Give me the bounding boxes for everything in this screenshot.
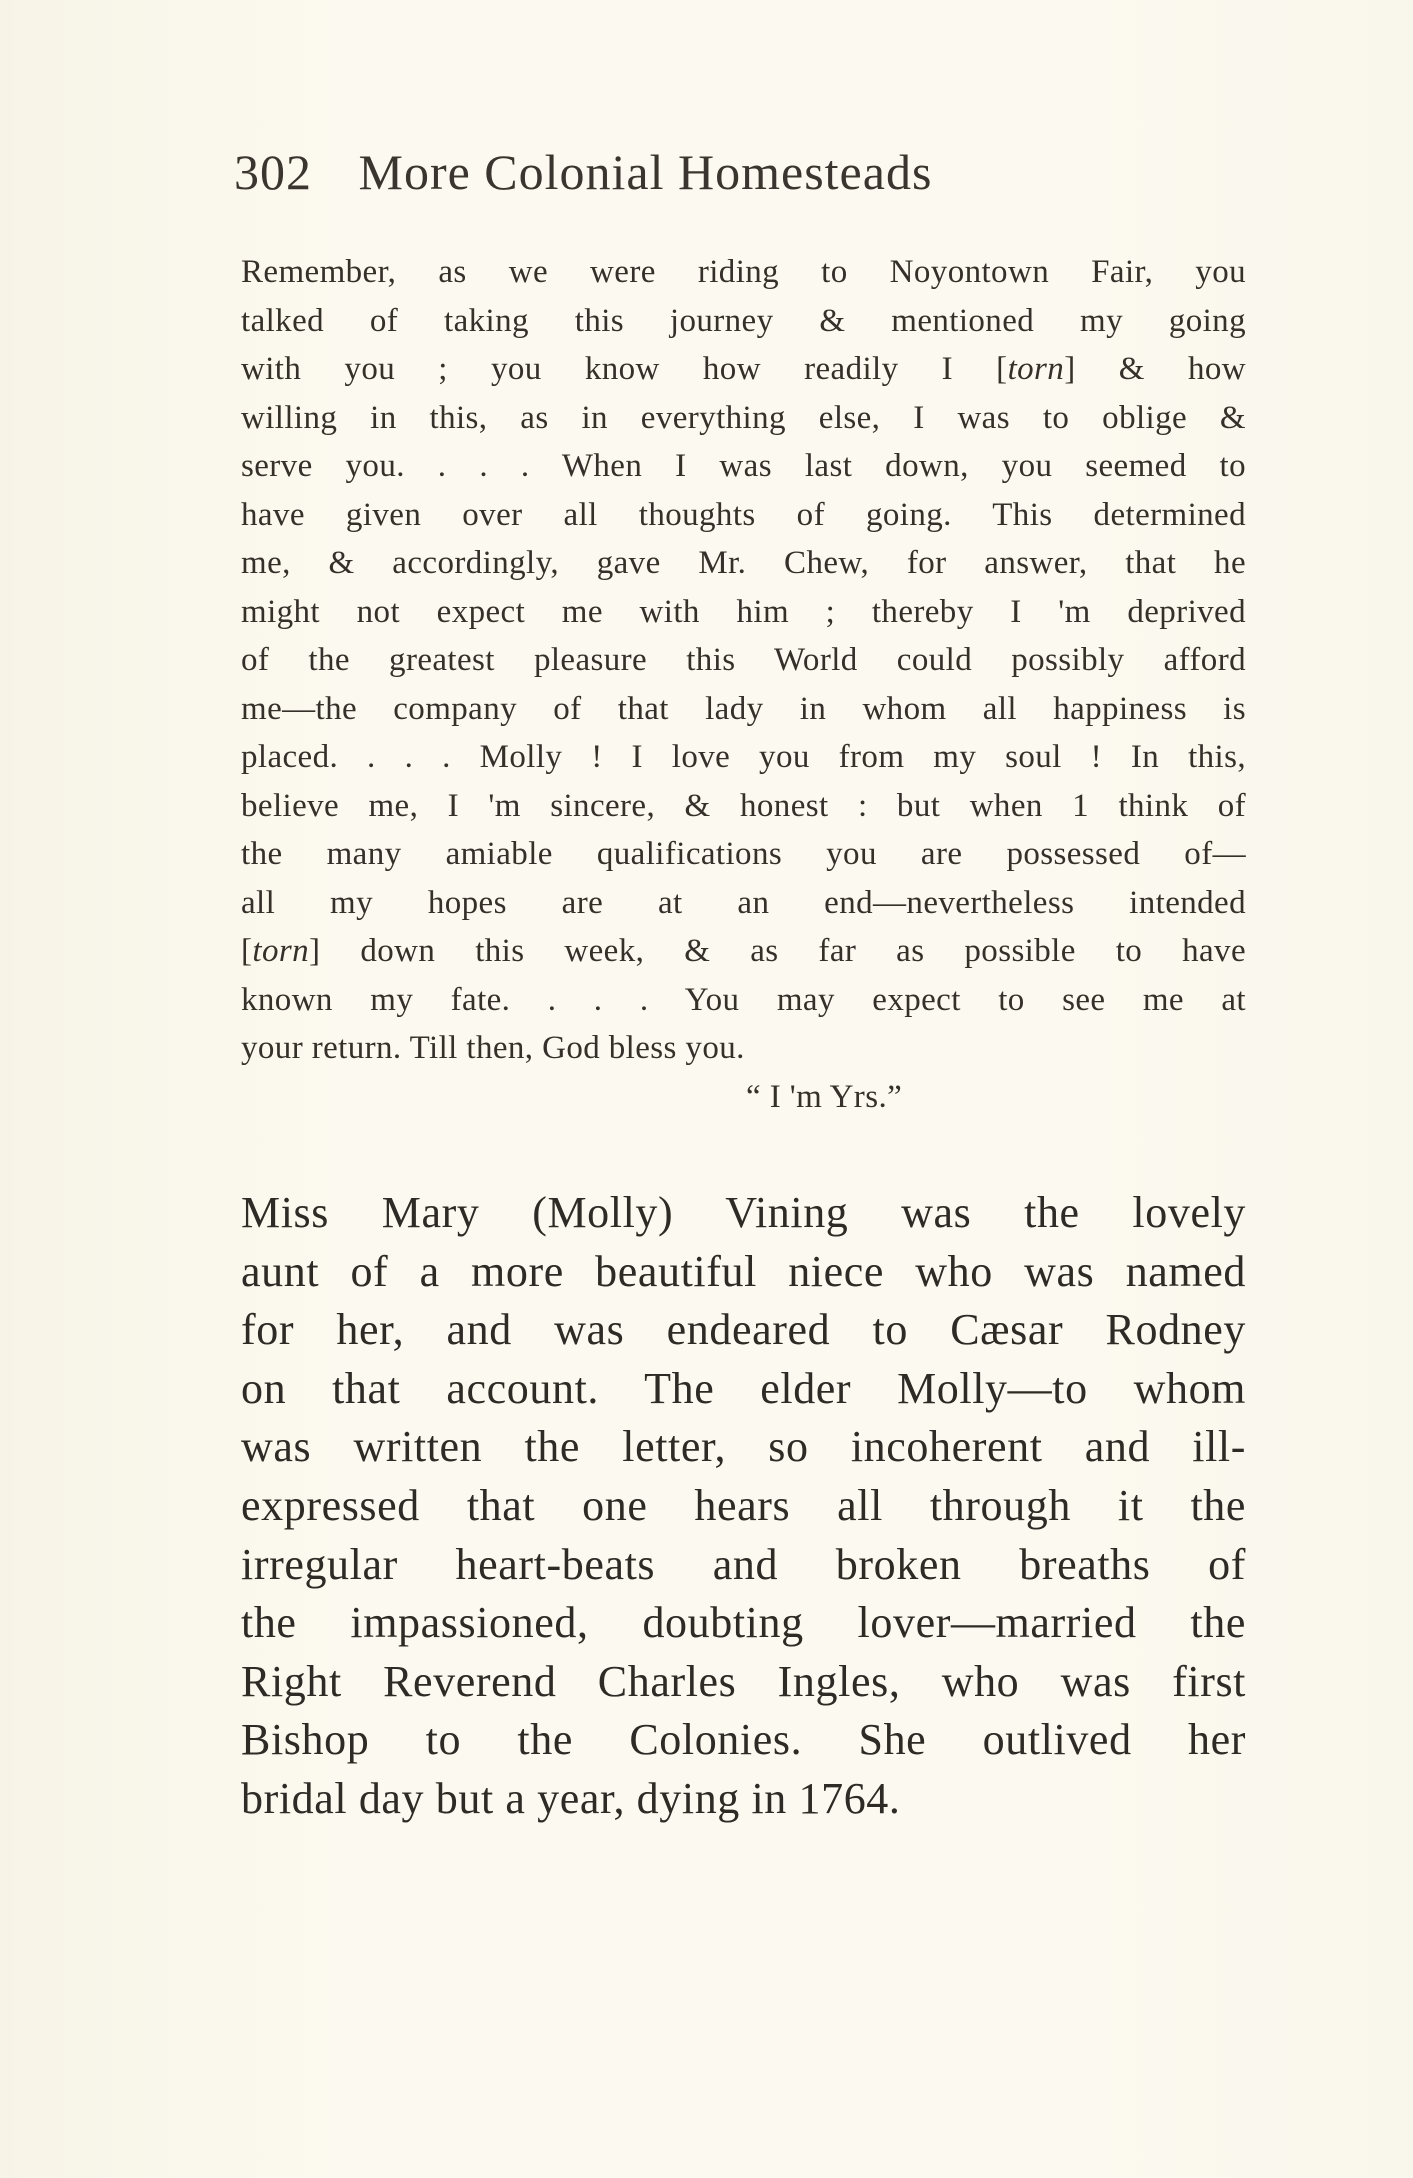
running-title: More Colonial Homesteads — [358, 144, 933, 200]
letter-line: might not expect me with him ; thereby I 'm deprived — [241, 593, 1246, 630]
letter-line: known my fate. . . . You may expect to see me at — [241, 981, 1246, 1018]
narrative-line: irregular heart-beats and broken breaths of — [241, 1539, 1246, 1589]
narrative-line: was written the letter, so incoherent and ill- — [241, 1422, 1246, 1472]
letter-line: me, & accordingly, gave Mr. Chew, for answer, that he — [241, 545, 1246, 581]
letter-line: Remember, as we were riding to Noyontown Fair, you — [241, 254, 1246, 290]
letter-line: willing in this, as in everything else, I was to oblige & — [241, 399, 1246, 436]
narrative-line: the impassioned, doubting lover—married the — [241, 1598, 1246, 1648]
narrative-line: Bishop to the Colonies. She outlived her — [241, 1715, 1246, 1765]
letter-line: the many amiable qualifications you are possessed of— — [241, 836, 1246, 872]
letter-line: your return. Till then, God bless you. — [241, 1030, 745, 1066]
narrative-line: for her, and was endeared to Cæsar Rodney — [241, 1305, 1246, 1355]
narrative-line: Miss Mary (Molly) Vining was the lovely — [241, 1188, 1246, 1237]
narrative-line: expressed that one hears all through it the — [241, 1480, 1246, 1530]
letter-line: of the greatest pleasure this World could possibly afford — [241, 642, 1246, 678]
letter-line: all my hopes are at an end—nevertheless intended — [241, 884, 1246, 921]
letter-line: have given over all thoughts of going. This determined — [241, 496, 1246, 533]
letter-line: placed. . . . Molly ! I love you from my soul ! In this, — [241, 739, 1246, 775]
narrative-line: aunt of a more beautiful niece who was named — [241, 1246, 1246, 1296]
running-head — [234, 142, 1194, 202]
letter-line: serve you. . . . When I was last down, you seemed to — [241, 448, 1246, 484]
quoted-letter — [241, 248, 1246, 1121]
narrative-line: on that account. The elder Molly—to whom — [241, 1363, 1246, 1413]
narrative-line: bridal day but a year, dying in 1764. — [241, 1773, 901, 1823]
page-number: 302 — [234, 144, 312, 200]
letter-line: with you ; you know how readily I [torn] & how — [241, 351, 1246, 387]
torn-note: torn — [252, 933, 310, 969]
letter-line: me—the company of that lady in whom all happiness is — [241, 690, 1246, 727]
letter-signoff: “ I 'm Yrs.” — [746, 1078, 903, 1115]
torn-note: torn — [1007, 351, 1065, 387]
narrative-paragraph — [241, 1184, 1246, 1829]
letter-line: believe me, I 'm sincere, & honest : but when 1 think of — [241, 787, 1246, 824]
letter-line: talked of taking this journey & mentioned my going — [241, 302, 1246, 339]
letter-line: [torn] down this week, & as far as possible to have — [241, 933, 1246, 969]
narrative-line: Right Reverend Charles Ingles, who was first — [241, 1656, 1246, 1706]
